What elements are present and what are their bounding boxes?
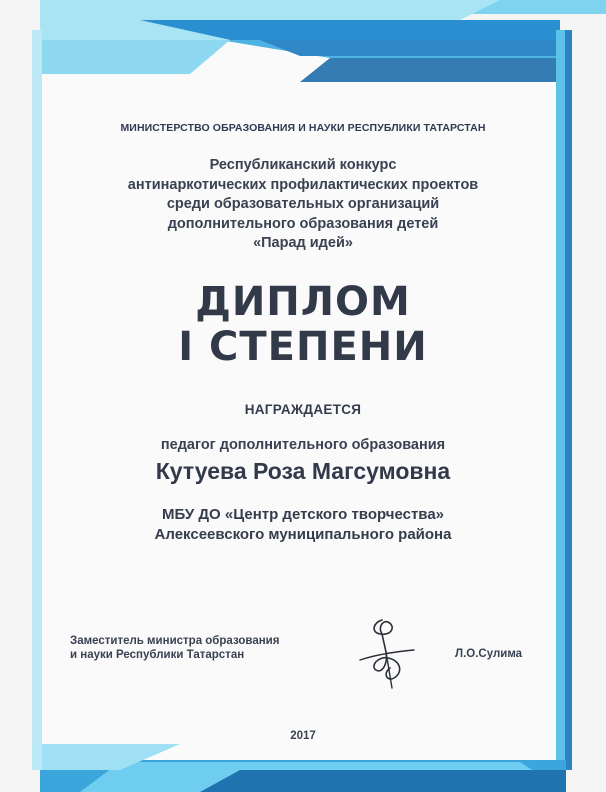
diploma-title-line1: ДИПЛОМ <box>195 279 411 325</box>
year: 2017 <box>290 730 316 742</box>
diploma-title-line2: I СТЕПЕНИ <box>178 324 428 370</box>
signer-title-line: и науки Республики Татарстан <box>70 649 245 661</box>
signer-title-line: Заместитель министра образования <box>70 635 280 647</box>
organization-line: МБУ ДО «Центр детского творчества» <box>161 506 445 523</box>
recipient-name: Кутуева Роза Магсумовна <box>155 458 451 484</box>
signer-name: Л.О.Сулима <box>455 648 523 660</box>
ministry-heading: МИНИСТЕРСТВО ОБРАЗОВАНИЯ И НАУКИ РЕСПУБЛИКИ ТАТАРСТАН <box>120 122 486 134</box>
contest-line: дополнительного образования детей <box>167 215 439 232</box>
contest-line: «Парад идей» <box>253 235 353 251</box>
organization <box>0 505 606 545</box>
contest-line: Республиканский конкурс <box>209 157 397 173</box>
contest-title <box>0 156 606 254</box>
handwritten-signature <box>352 612 422 692</box>
recipient-position: педагог дополнительного образования <box>160 437 446 453</box>
organization-line: Алексеевского муниципального района <box>154 526 452 543</box>
awarded-label: НАГРАЖДАЕТСЯ <box>244 402 362 417</box>
signer-title <box>70 634 279 662</box>
contest-line: антинаркотических профилактических проектов <box>127 176 479 193</box>
contest-line: среди образовательных организаций <box>166 196 440 212</box>
